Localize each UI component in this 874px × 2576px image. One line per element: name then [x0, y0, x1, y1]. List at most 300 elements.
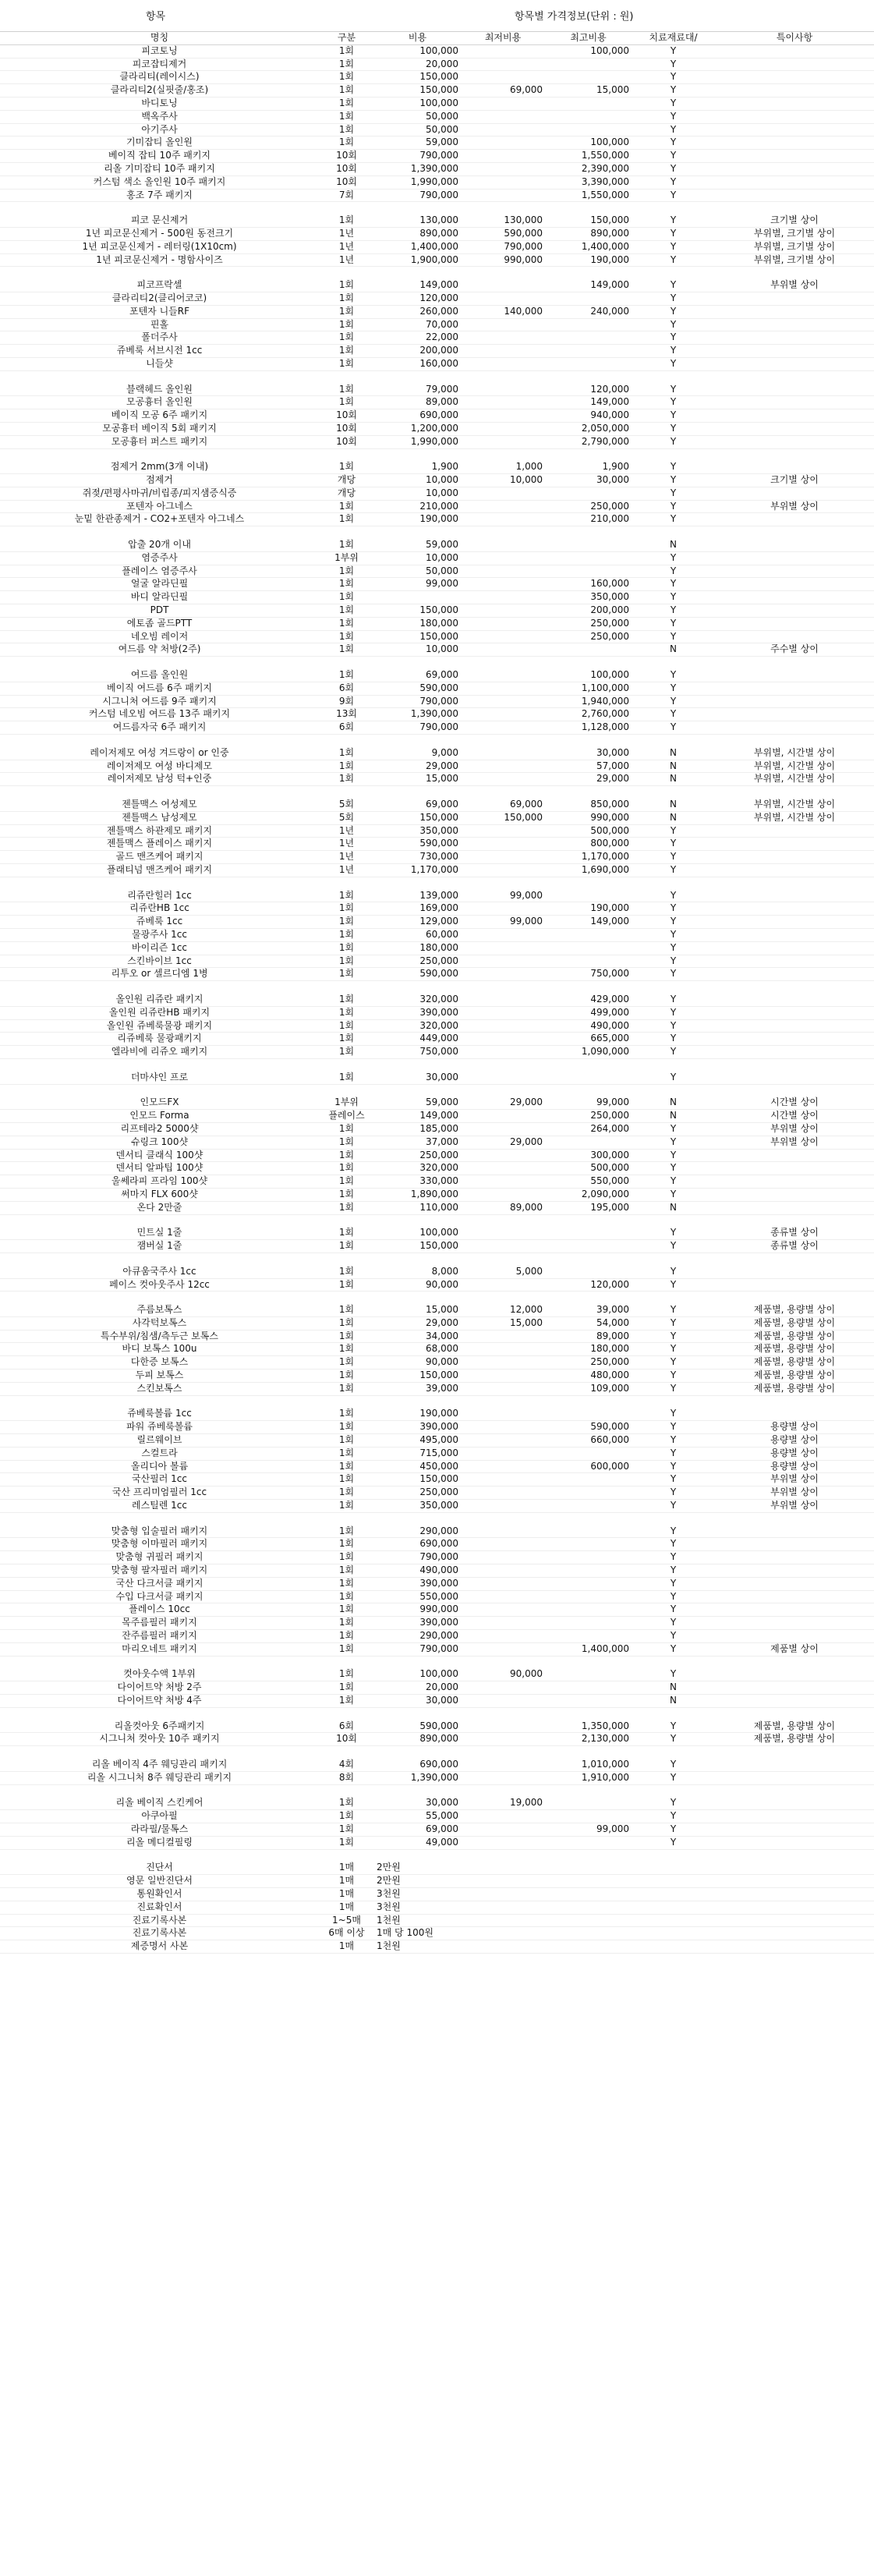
- item-name: 1년 피코문신제거 - 500원 동전크기: [0, 227, 319, 240]
- item-max-price: 665,000: [545, 1033, 632, 1046]
- item-price: 730,000: [374, 851, 461, 864]
- item-name: 리프테라2 5000샷: [0, 1122, 319, 1136]
- item-max-price: 250,000: [545, 500, 632, 513]
- table-row: [0, 305, 874, 318]
- item-price: 90,000: [374, 1278, 461, 1292]
- item-min-price: [461, 331, 545, 345]
- item-max-price: [545, 551, 632, 565]
- table-row: [0, 162, 874, 175]
- item-min-price: [461, 1927, 545, 1940]
- item-type: 1회: [319, 1447, 374, 1460]
- item-price: 20,000: [374, 58, 461, 71]
- item-type: 1회: [319, 902, 374, 916]
- item-name: 스킨바이브 1cc: [0, 955, 319, 968]
- item-price: 490,000: [374, 1564, 461, 1578]
- item-name: 맞춤형 입술필러 패키지: [0, 1525, 319, 1538]
- item-name: 더마샤인 프로: [0, 1072, 319, 1084]
- item-name: 커스텀 색소 올인원 10주 패키지: [0, 175, 319, 189]
- item-note: [715, 162, 874, 175]
- item-min-price: [461, 747, 545, 760]
- item-max-price: [545, 331, 632, 345]
- item-price: 330,000: [374, 1175, 461, 1189]
- item-price: 1천원: [374, 1940, 461, 1954]
- item-max-price: 490,000: [545, 1019, 632, 1033]
- item-material: Y: [632, 1278, 715, 1292]
- item-price: 120,000: [374, 292, 461, 305]
- item-name: 파워 쥬베룩볼륨: [0, 1421, 319, 1434]
- item-price: 260,000: [374, 305, 461, 318]
- table-row: [0, 941, 874, 955]
- item-note: [715, 175, 874, 189]
- item-min-price: [461, 150, 545, 163]
- item-name: 플레이스 10cc: [0, 1603, 319, 1617]
- item-min-price: [461, 591, 545, 604]
- item-material: Y: [632, 1356, 715, 1369]
- item-price: 1,990,000: [374, 175, 461, 189]
- item-type: 1~5매: [319, 1914, 374, 1927]
- item-price: 350,000: [374, 1500, 461, 1513]
- item-price: 129,000: [374, 916, 461, 929]
- item-max-price: 1,550,000: [545, 189, 632, 202]
- item-name: 올인원 리쥬란HB 패키지: [0, 1006, 319, 1019]
- item-type: 1회: [319, 890, 374, 902]
- item-min-price: [461, 1343, 545, 1356]
- item-note: [715, 604, 874, 618]
- item-max-price: 1,090,000: [545, 1046, 632, 1059]
- item-material: [632, 1901, 715, 1914]
- item-price: 79,000: [374, 384, 461, 396]
- item-material: N: [632, 1097, 715, 1109]
- table-row: [0, 487, 874, 500]
- item-note: [715, 1188, 874, 1201]
- item-price: 790,000: [374, 1551, 461, 1564]
- table-row: [0, 1175, 874, 1189]
- item-type: 1회: [319, 357, 374, 370]
- item-price: 290,000: [374, 1630, 461, 1643]
- table-row: [0, 1836, 874, 1849]
- item-material: Y: [632, 461, 715, 473]
- item-min-price: [461, 928, 545, 941]
- item-max-price: 2,760,000: [545, 708, 632, 721]
- item-type: 13회: [319, 708, 374, 721]
- item-material: Y: [632, 44, 715, 58]
- item-type: 1회: [319, 1797, 374, 1809]
- item-type: 1회: [319, 1460, 374, 1473]
- item-min-price: [461, 669, 545, 682]
- item-max-price: [545, 357, 632, 370]
- group-spacer: [0, 1292, 874, 1304]
- item-max-price: 1,690,000: [545, 864, 632, 877]
- item-max-price: 2,090,000: [545, 1188, 632, 1201]
- item-type: 1회: [319, 279, 374, 292]
- item-type: 10회: [319, 162, 374, 175]
- item-max-price: [545, 1266, 632, 1278]
- item-name: 통원확인서: [0, 1887, 319, 1901]
- item-min-price: [461, 1072, 545, 1084]
- table-row: [0, 747, 874, 760]
- item-min-price: [461, 175, 545, 189]
- item-note: [715, 1875, 874, 1888]
- item-material: Y: [632, 384, 715, 396]
- item-price: 50,000: [374, 123, 461, 136]
- table-row: [0, 1110, 874, 1123]
- table-row: [0, 1097, 874, 1109]
- item-name: 올리디아 볼륨: [0, 1460, 319, 1473]
- item-min-price: [461, 1836, 545, 1849]
- item-max-price: 480,000: [545, 1369, 632, 1383]
- item-price: 715,000: [374, 1447, 461, 1460]
- item-min-price: [461, 422, 545, 435]
- item-note: [715, 1940, 874, 1954]
- item-name: 아큐움국주사 1cc: [0, 1266, 319, 1278]
- item-note: [715, 708, 874, 721]
- item-name: 모공흉터 퍼스트 패키지: [0, 435, 319, 448]
- item-material: Y: [632, 1720, 715, 1733]
- item-max-price: 550,000: [545, 1175, 632, 1189]
- item-name: 맞춤형 팔자필러 패키지: [0, 1564, 319, 1578]
- item-note: [715, 1668, 874, 1681]
- item-max-price: 39,000: [545, 1304, 632, 1316]
- item-min-price: [461, 396, 545, 409]
- item-note: [715, 1201, 874, 1214]
- item-note: [715, 318, 874, 331]
- item-name: 민트실 1줄: [0, 1227, 319, 1239]
- item-price: 34,000: [374, 1330, 461, 1343]
- item-max-price: [545, 1408, 632, 1420]
- item-type: 1회: [319, 84, 374, 97]
- item-material: Y: [632, 1771, 715, 1784]
- item-min-price: [461, 357, 545, 370]
- item-type: 1회: [319, 1551, 374, 1564]
- item-type: 1회: [319, 1188, 374, 1201]
- item-min-price: [461, 1617, 545, 1630]
- item-material: N: [632, 760, 715, 773]
- item-min-price: [461, 682, 545, 695]
- item-name: 스킨보톡스: [0, 1382, 319, 1395]
- item-name: 두피 보톡스: [0, 1369, 319, 1383]
- item-price: 110,000: [374, 1201, 461, 1214]
- item-note: 부위별 상이: [715, 1136, 874, 1149]
- table-row: [0, 422, 874, 435]
- item-max-price: 54,000: [545, 1316, 632, 1330]
- group-spacer: [0, 1058, 874, 1071]
- item-min-price: 99,000: [461, 890, 545, 902]
- item-note: [715, 864, 874, 877]
- table-row: [0, 1266, 874, 1278]
- item-name: 페이스 컷아웃주사 12cc: [0, 1278, 319, 1292]
- item-max-price: 100,000: [545, 44, 632, 58]
- item-note: 제품별, 용량별 상이: [715, 1304, 874, 1316]
- item-name: 점제거: [0, 474, 319, 487]
- item-price: 550,000: [374, 1590, 461, 1603]
- item-min-price: [461, 643, 545, 657]
- item-note: [715, 1551, 874, 1564]
- group-spacer: [0, 1746, 874, 1759]
- item-type: 1회: [319, 1316, 374, 1330]
- table-row: [0, 799, 874, 811]
- item-type: 1회: [319, 214, 374, 227]
- item-material: Y: [632, 1175, 715, 1189]
- table-row: [0, 1486, 874, 1500]
- item-type: 1회: [319, 97, 374, 110]
- table-row: [0, 916, 874, 929]
- item-max-price: 1,100,000: [545, 682, 632, 695]
- item-max-price: [545, 1486, 632, 1500]
- item-min-price: [461, 578, 545, 591]
- table-row: [0, 1551, 874, 1564]
- table-row: [0, 630, 874, 643]
- item-type: 1매: [319, 1940, 374, 1954]
- item-name: 울쎄라피 프라임 100샷: [0, 1175, 319, 1189]
- item-note: [715, 695, 874, 708]
- item-note: [715, 71, 874, 84]
- item-max-price: [545, 1875, 632, 1888]
- item-name: 특수부위/침샘/측두근 보톡스: [0, 1330, 319, 1343]
- item-material: Y: [632, 1408, 715, 1420]
- item-price: 390,000: [374, 1006, 461, 1019]
- item-price: 185,000: [374, 1122, 461, 1136]
- item-type: 9회: [319, 695, 374, 708]
- item-name: 클라리티2(클리어코코): [0, 292, 319, 305]
- item-type: 1회: [319, 968, 374, 981]
- table-row: [0, 345, 874, 358]
- item-type: 1회: [319, 1823, 374, 1836]
- item-material: Y: [632, 1240, 715, 1253]
- item-name: 여드름 약 처방(2주): [0, 643, 319, 657]
- item-min-price: [461, 1162, 545, 1175]
- table-row: [0, 1590, 874, 1603]
- item-price: 690,000: [374, 1538, 461, 1551]
- item-name: 다이어트약 처방 4주: [0, 1695, 319, 1708]
- item-price: 2만원: [374, 1875, 461, 1888]
- item-note: [715, 1759, 874, 1771]
- item-name: 인모드 Forma: [0, 1110, 319, 1123]
- item-type: 1매: [319, 1875, 374, 1888]
- item-material: Y: [632, 1122, 715, 1136]
- item-note: 부위별, 시간별 상이: [715, 799, 874, 811]
- item-type: 1년: [319, 864, 374, 877]
- item-price: 750,000: [374, 1046, 461, 1059]
- table-row: [0, 1797, 874, 1809]
- item-min-price: [461, 44, 545, 58]
- item-min-price: [461, 71, 545, 84]
- item-material: Y: [632, 1266, 715, 1278]
- item-material: Y: [632, 617, 715, 630]
- item-price: 690,000: [374, 409, 461, 423]
- item-name: 온다 2만줄: [0, 1201, 319, 1214]
- item-name: 포텐자 아그네스: [0, 500, 319, 513]
- item-note: 부위별, 시간별 상이: [715, 760, 874, 773]
- item-max-price: 30,000: [545, 747, 632, 760]
- item-material: Y: [632, 838, 715, 851]
- item-note: [715, 110, 874, 123]
- item-min-price: 5,000: [461, 1266, 545, 1278]
- item-max-price: [545, 1525, 632, 1538]
- item-material: Y: [632, 1447, 715, 1460]
- table-row: [0, 435, 874, 448]
- item-type: 1회: [319, 1473, 374, 1486]
- table-row: [0, 994, 874, 1006]
- item-min-price: [461, 1175, 545, 1189]
- item-material: Y: [632, 1603, 715, 1617]
- item-min-price: 29,000: [461, 1136, 545, 1149]
- item-type: 1회: [319, 1149, 374, 1162]
- item-name: 사각턱보톡스: [0, 1316, 319, 1330]
- item-name: 바디 보톡스 100u: [0, 1343, 319, 1356]
- item-note: 부위별 상이: [715, 279, 874, 292]
- item-min-price: [461, 409, 545, 423]
- item-name: 니들샷: [0, 357, 319, 370]
- item-material: Y: [632, 227, 715, 240]
- item-type: 플레이스: [319, 1110, 374, 1123]
- item-name: 아쿠아필: [0, 1810, 319, 1823]
- item-type: 1회: [319, 1564, 374, 1578]
- table-row: [0, 838, 874, 851]
- item-name: 눈밑 한관종제거 - CO2+포텐자 아그네스: [0, 513, 319, 526]
- item-min-price: [461, 864, 545, 877]
- item-note: 부위별, 크기별 상이: [715, 227, 874, 240]
- item-name: 국산 프리미엄필러 1cc: [0, 1486, 319, 1500]
- item-price: 320,000: [374, 1162, 461, 1175]
- item-note: [715, 136, 874, 150]
- item-type: 10회: [319, 422, 374, 435]
- item-min-price: [461, 487, 545, 500]
- item-note: [715, 1836, 874, 1849]
- item-price: 15,000: [374, 773, 461, 786]
- item-name: 클라리티2(실핏줄/홍조): [0, 84, 319, 97]
- item-material: N: [632, 799, 715, 811]
- item-price: 59,000: [374, 1097, 461, 1109]
- item-min-price: [461, 513, 545, 526]
- item-material: Y: [632, 1836, 715, 1849]
- item-price: 1,390,000: [374, 162, 461, 175]
- item-max-price: 660,000: [545, 1434, 632, 1447]
- item-type: 1회: [319, 1369, 374, 1383]
- item-material: Y: [632, 357, 715, 370]
- item-name: 피코토닝: [0, 44, 319, 58]
- item-note: [715, 1901, 874, 1914]
- item-material: Y: [632, 902, 715, 916]
- item-type: 1회: [319, 58, 374, 71]
- item-type: 1회: [319, 110, 374, 123]
- table-row: [0, 1500, 874, 1513]
- item-max-price: 750,000: [545, 968, 632, 981]
- item-note: [715, 721, 874, 735]
- item-type: 1회: [319, 305, 374, 318]
- item-material: Y: [632, 955, 715, 968]
- item-material: Y: [632, 175, 715, 189]
- item-price: 1매 당 100원: [374, 1927, 461, 1940]
- item-material: Y: [632, 721, 715, 735]
- item-note: [715, 1797, 874, 1809]
- item-note: 종류별 상이: [715, 1240, 874, 1253]
- item-note: 부위별, 시간별 상이: [715, 747, 874, 760]
- item-min-price: [461, 318, 545, 331]
- item-name: 리올 메디컬필링: [0, 1836, 319, 1849]
- item-name: 젠틀맥스 하관제모 패키지: [0, 824, 319, 838]
- table-row: [0, 1460, 874, 1473]
- item-note: 제품별 상이: [715, 1642, 874, 1656]
- item-price: 69,000: [374, 1823, 461, 1836]
- item-note: [715, 1525, 874, 1538]
- item-name: 피코 문신제거: [0, 214, 319, 227]
- item-type: 1년: [319, 851, 374, 864]
- item-name: 에토좀 골드PTT: [0, 617, 319, 630]
- item-max-price: 100,000: [545, 136, 632, 150]
- item-price: 390,000: [374, 1577, 461, 1590]
- item-type: 1회: [319, 1019, 374, 1033]
- item-material: N: [632, 1681, 715, 1695]
- item-name: 릴르웨이브: [0, 1434, 319, 1447]
- item-material: Y: [632, 682, 715, 695]
- item-price: 70,000: [374, 318, 461, 331]
- item-price: 100,000: [374, 44, 461, 58]
- item-note: [715, 968, 874, 981]
- item-note: [715, 97, 874, 110]
- item-max-price: [545, 565, 632, 578]
- item-note: 용량별 상이: [715, 1434, 874, 1447]
- item-price: 290,000: [374, 1525, 461, 1538]
- item-name: 레스틸렌 1cc: [0, 1500, 319, 1513]
- item-max-price: [545, 1901, 632, 1914]
- item-material: Y: [632, 1046, 715, 1059]
- col-type: 구분: [319, 32, 374, 44]
- item-note: [715, 1590, 874, 1603]
- item-min-price: [461, 1473, 545, 1486]
- item-min-price: [461, 824, 545, 838]
- item-price: 150,000: [374, 1369, 461, 1383]
- item-price: 320,000: [374, 1019, 461, 1033]
- item-type: 1회: [319, 1046, 374, 1059]
- item-type: 1회: [319, 1577, 374, 1590]
- item-name: 염증주사: [0, 551, 319, 565]
- table-row: [0, 189, 874, 202]
- item-note: [715, 331, 874, 345]
- item-material: Y: [632, 110, 715, 123]
- item-note: [715, 1149, 874, 1162]
- item-max-price: [545, 941, 632, 955]
- item-material: Y: [632, 1006, 715, 1019]
- item-note: [715, 409, 874, 423]
- item-name: 네오빔 레이저: [0, 630, 319, 643]
- item-name: 1년 피코문신제거 - 명함사이즈: [0, 253, 319, 267]
- item-max-price: 3,390,000: [545, 175, 632, 189]
- item-min-price: [461, 384, 545, 396]
- item-type: 1회: [319, 604, 374, 618]
- table-body: [0, 44, 874, 1953]
- item-note: [715, 551, 874, 565]
- item-material: Y: [632, 1500, 715, 1513]
- item-price: 1,900,000: [374, 253, 461, 267]
- table-row: [0, 591, 874, 604]
- item-max-price: [545, 1668, 632, 1681]
- item-type: 1회: [319, 123, 374, 136]
- table-row: [0, 968, 874, 981]
- item-name: 맞춤형 이마필러 패키지: [0, 1538, 319, 1551]
- item-max-price: 15,000: [545, 84, 632, 97]
- item-max-price: [545, 487, 632, 500]
- item-max-price: 57,000: [545, 760, 632, 773]
- item-max-price: 850,000: [545, 799, 632, 811]
- table-row: [0, 928, 874, 941]
- item-name: 베이직 여드름 6주 패키지: [0, 682, 319, 695]
- item-type: 10회: [319, 150, 374, 163]
- item-material: Y: [632, 1590, 715, 1603]
- item-max-price: 2,050,000: [545, 422, 632, 435]
- item-type: 1회: [319, 1408, 374, 1420]
- item-note: [715, 1927, 874, 1940]
- table-row: [0, 1434, 874, 1447]
